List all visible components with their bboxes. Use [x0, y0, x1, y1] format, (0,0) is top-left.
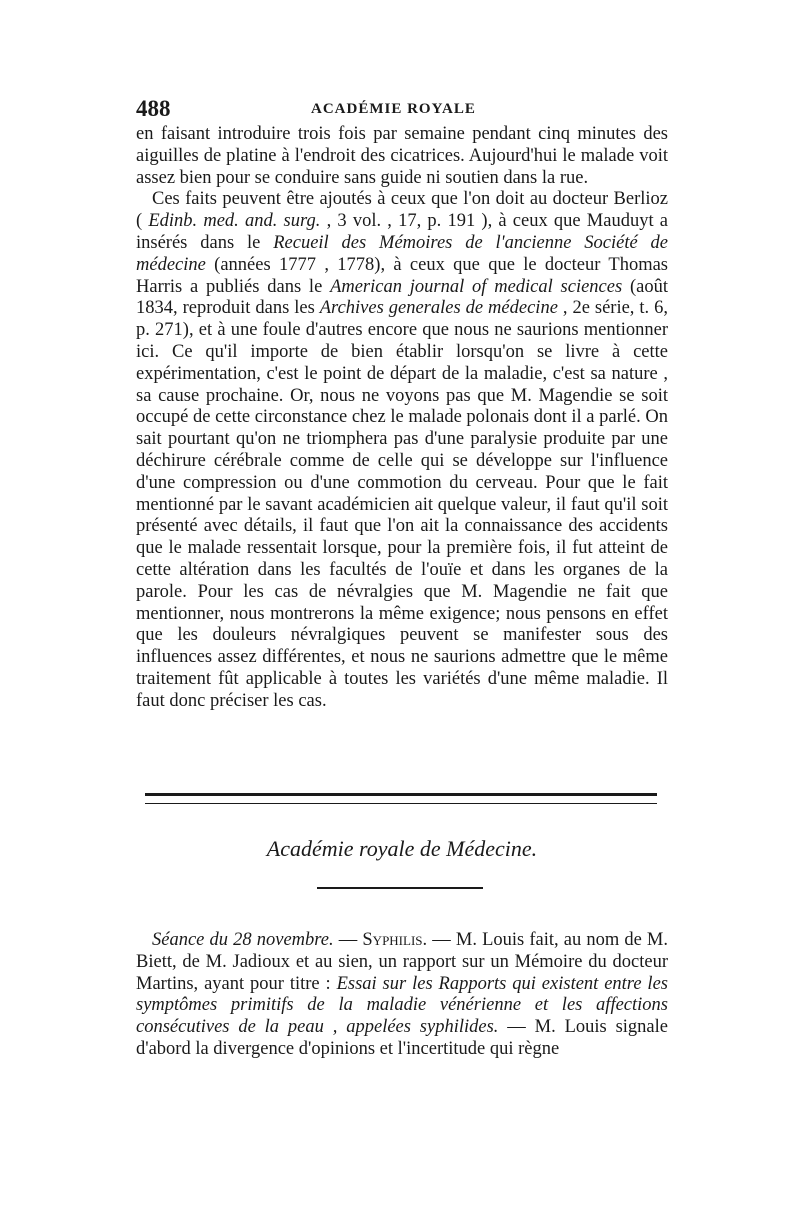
double-rule-divider	[145, 793, 657, 804]
section-paragraph	[136, 930, 668, 1061]
text-run: (août 1834, reproduit dans les	[136, 276, 668, 319]
short-rule-divider	[317, 887, 483, 889]
topic-heading: Syphilis.	[362, 930, 428, 950]
journal-title: Recueil des Mémoires de l'ancienne Société de médecine	[136, 232, 668, 275]
text-run: , 2e série, t. 6, p. 271), et à une foule d'autres encore que nous ne saurions mentionner ici. Ce qu'il importe de bien établir lorsqu'on se livre à cette expérimentation, c'est le point de départ de la maladie, c'est sa nature , sa cause prochaine. Or, nous ne voyons pas que M. Magendie se soit occupé de cette circonstance chez le malade polonais dont il a parlé. On sait pourtant qu'on ne triomphera pas d'une paralysie produite par une déchirure cérébrale comme de celle qui se développe sur l'influence d'une compression ou d'une commotion du cerveau. Pour que le fait mentionné par le savant académicien ait quelque valeur, il faut qu'il soit présenté avec détails, il faut que l'on ait la connaissance des accidents que le malade ressentait lorsque, pour la première fois, il fut atteint de cette altération dans les facultés de l'ouïe et dans les organes de la parole. Pour les cas de névralgies que M. Magendie ne fait que mentionner, nous montrerons la même exigence; nous pensons en effet que les douleurs névralgiques peuvent se manifester sous des influences assez différentes, et nous ne saurions admettre que le même traitement fût applicable à toutes les variétés d'une même maladie. Il faut donc préciser les cas.	[136, 298, 668, 711]
section-title: Académie royale de Médecine.	[266, 836, 538, 861]
journal-title: Edinb. med. and. surg.	[148, 211, 321, 232]
journal-title: Archives generales de médecine	[319, 298, 558, 319]
text-run: , 3 vol. , 17, p. 191 ), à ceux que Mauduyt a insérés dans le	[136, 211, 668, 253]
text-run: Ces faits peuvent être ajoutés à ceux que l'on doit au docteur Berlioz (	[136, 189, 668, 232]
text-run: — M. Louis signale d'abord la divergence d'opinions et l'incertitude qui règne	[136, 1017, 668, 1059]
page-number: 488	[136, 96, 171, 121]
running-head	[136, 96, 668, 124]
memoir-title: Essai sur les Rapports qui existent entre les symptômes primitifs de la maladie vénérienne et les affections consécutives de la peau , appelées syphilides.	[136, 973, 668, 1038]
text-run: — M. Louis fait, au nom de M. Biett, de M. Jadioux et au sien, un rapport sur un Mémoire du docteur Martins, ayant pour titre :	[136, 930, 668, 994]
text-run: (années 1777 , 1778), à ceux que que le docteur Thomas Harris a publiés dans le	[136, 254, 668, 297]
body-text	[136, 124, 668, 713]
journal-title: American journal of medical sciences	[330, 276, 623, 297]
text-run: —	[333, 930, 363, 950]
paragraph-continuation: en faisant introduire trois fois par semaine pendant cinq minutes des aiguilles de platine à l'endroit des cicatrices. Aujourd'hui le malade voit assez bien pour se conduire sans guide ni soutien dans la rue.	[136, 124, 668, 188]
paragraph-citations	[136, 189, 668, 712]
session-date: Séance du 28 novembre.	[152, 930, 334, 950]
running-title: ACADÉMIE ROYALE	[311, 101, 476, 117]
section-text	[136, 930, 668, 1061]
